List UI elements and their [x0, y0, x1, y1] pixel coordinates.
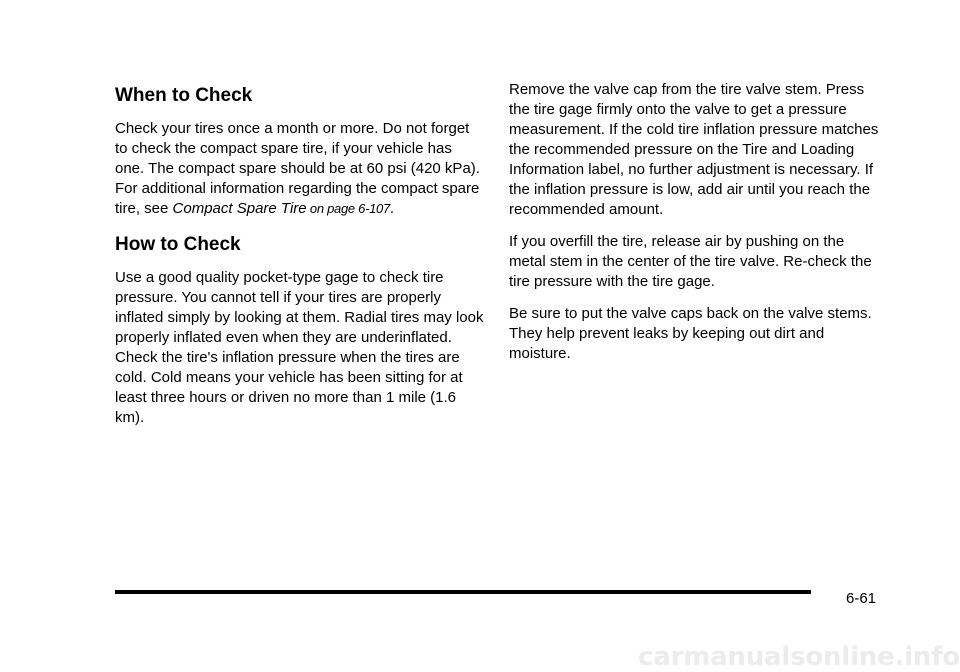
overfill-paragraph: If you overfill the tire, release air by pushing on the metal stem in the center of the tire valve. Re-check the tire pressure with the tire gage.: [509, 233, 872, 290]
left-column: [115, 80, 485, 440]
how-to-check-heading: How to Check: [115, 234, 241, 255]
how-to-check-paragraph: Use a good quality pocket-type gage to check tire pressure. You cannot tell if your tires are properly inflated simply by looking at them. Radial tires may look properly inflated even when they are underinflated. Check the tire's inflation pressure when the tires are cold. Cold means your vehicle has been sitting for at least three hours or driven no more than 1 mile (1.6 km).: [115, 269, 484, 426]
compact-spare-tire-link[interactable]: Compact Spare Tire: [172, 200, 307, 217]
footer-rule: [115, 590, 811, 594]
valve-cap-paragraph: Remove the valve cap from the tire valve stem. Press the tire gage firmly onto the valve to get a pressure measurement. If the cold tire inflation pressure matches the recommended pressure on the Tire and Loading Information label, no further adjustment is necessary. If the inflation pressure is low, add air until you reach the recommended amount.: [509, 81, 879, 218]
sentence-end: .: [389, 200, 395, 217]
when-to-check-heading: When to Check: [115, 85, 253, 106]
page-number: 6-61: [846, 590, 877, 607]
page-reference: on page 6-107: [306, 201, 390, 216]
when-to-check-text: Check your tires once a month or more. Do not forget to check the compact spare tire, if your vehicle has one. The compact spare should be at 60 psi (420 kPa). For additional information regarding the compact spare tire, see: [115, 120, 480, 217]
watermark-logo: carmanualsonline.info: [638, 642, 960, 672]
right-column: [509, 80, 879, 376]
when-to-check-paragraph: [115, 119, 485, 219]
valve-caps-paragraph: Be sure to put the valve caps back on the valve stems. They help prevent leaks by keeping out dirt and moisture.: [509, 305, 872, 362]
